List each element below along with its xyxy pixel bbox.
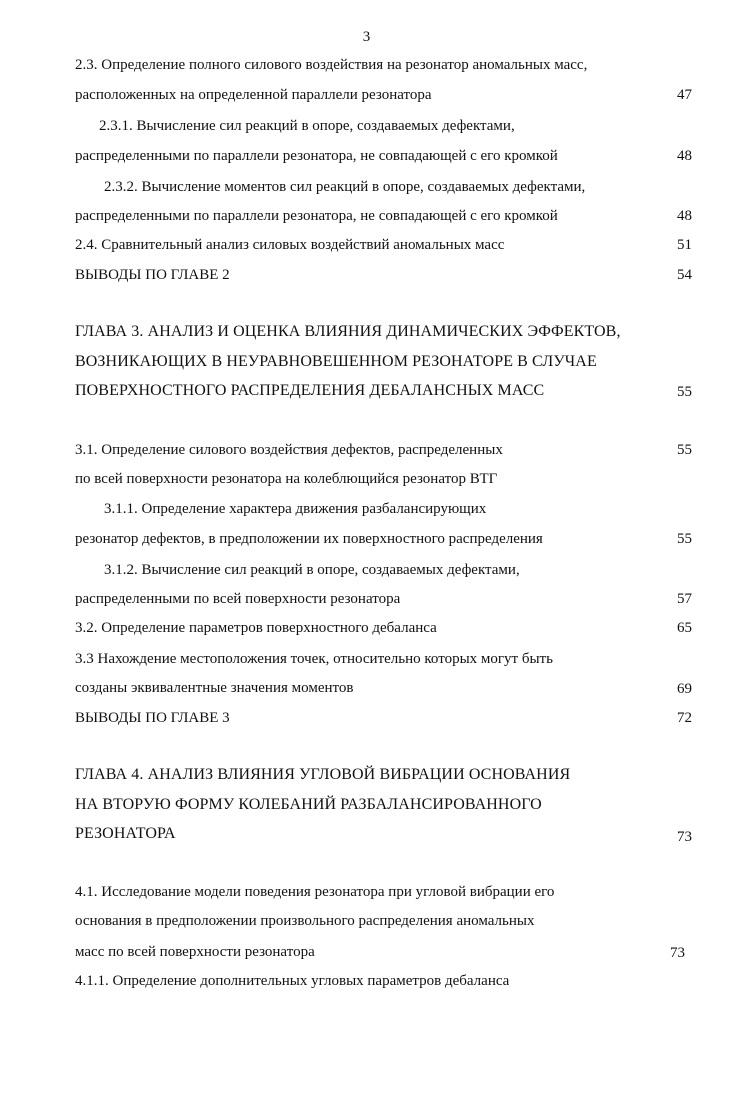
toc-chapter-3-line3: ПОВЕРХНОСТНОГО РАСПРЕДЕЛЕНИЯ ДЕБАЛАНСНЫХ МАСС <box>75 382 545 399</box>
toc-page-3-3: 69 <box>677 681 692 697</box>
toc-page-conclusions-2: 54 <box>677 267 692 283</box>
toc-entry-3-1-1-line2: резонатор дефектов, в предположении их поверхностного распределения <box>75 531 543 547</box>
toc-entry-3-1-line2: по всей поверхности резонатора на колеблющийся резонатор ВТГ <box>75 471 498 487</box>
page-number: 3 <box>362 29 371 45</box>
toc-entry-2-4: 2.4. Сравнительный анализ силовых воздействий аномальных масс <box>75 237 505 253</box>
toc-entry-2-3-line1: 2.3. Определение полного силового воздействия на резонатор аномальных масс, <box>75 57 588 73</box>
toc-entry-4-1-line2: основания в предположении произвольного распределения аномальных <box>75 913 535 929</box>
toc-chapter-4-line3: РЕЗОНАТОРА <box>75 825 176 842</box>
toc-entry-4-1-1: 4.1.1. Определение дополнительных угловых параметров дебаланса <box>75 973 510 989</box>
toc-entry-3-1-1-line1: 3.1.1. Определение характера движения разбалансирующих <box>104 501 487 517</box>
toc-page-2-3-1: 48 <box>677 148 692 164</box>
toc-chapter-3-line2: ВОЗНИКАЮЩИХ В НЕУРАВНОВЕШЕННОМ РЕЗОНАТОРЕ В СЛУЧАЕ <box>75 353 597 370</box>
toc-entry-3-3-line1: 3.3 Нахождение местоположения точек, относительно которых могут быть <box>75 651 553 667</box>
toc-entry-2-3-1-line2: распределенными по параллели резонатора, не совпадающей с его кромкой <box>75 148 558 164</box>
toc-page-3-1-2: 57 <box>677 591 692 607</box>
toc-page-3-2: 65 <box>677 620 692 636</box>
toc-page-2-4: 51 <box>677 237 692 253</box>
toc-page-2-3-2: 48 <box>677 208 692 224</box>
toc-chapter-4-line2: НА ВТОРУЮ ФОРМУ КОЛЕБАНИЙ РАЗБАЛАНСИРОВАННОГО <box>75 796 542 813</box>
toc-chapter-4-line1: ГЛАВА 4. АНАЛИЗ ВЛИЯНИЯ УГЛОВОЙ ВИБРАЦИИ ОСНОВАНИЯ <box>75 766 571 783</box>
toc-page-3-1-1: 55 <box>677 531 692 547</box>
toc-entry-2-3-1-line1: 2.3.1. Вычисление сил реакций в опоре, создаваемых дефектами, <box>99 118 515 134</box>
toc-entry-3-1-2-line1: 3.1.2. Вычисление сил реакций в опоре, создаваемых дефектами, <box>104 562 520 578</box>
toc-entry-2-3-2-line1: 2.3.2. Вычисление моментов сил реакций в опоре, создаваемых дефектами, <box>104 179 586 195</box>
toc-page-conclusions-3: 72 <box>677 710 692 726</box>
toc-entry-conclusions-3: ВЫВОДЫ ПО ГЛАВЕ 3 <box>75 710 230 726</box>
toc-entry-2-3-2-line2: распределенными по параллели резонатора, не совпадающей с его кромкой <box>75 208 558 224</box>
toc-entry-4-1-line1: 4.1. Исследование модели поведения резонатора при угловой вибрации его <box>75 884 555 900</box>
toc-entry-3-2: 3.2. Определение параметров поверхностного дебаланса <box>75 620 437 636</box>
toc-chapter-3-line1: ГЛАВА 3. АНАЛИЗ И ОЦЕНКА ВЛИЯНИЯ ДИНАМИЧЕСКИХ ЭФФЕКТОВ, <box>75 323 621 340</box>
toc-entry-3-1-2-line2: распределенными по всей поверхности резонатора <box>75 591 401 607</box>
toc-entry-2-3-line2: расположенных на определенной параллели резонатора <box>75 87 432 103</box>
toc-page-2-3: 47 <box>677 87 692 103</box>
toc-entry-3-3-line2: созданы эквивалентные значения моментов <box>75 680 354 696</box>
toc-page-3-1: 55 <box>677 442 692 458</box>
toc-entry-4-1-line3: масс по всей поверхности резонатора <box>75 944 315 960</box>
toc-entry-conclusions-2: ВЫВОДЫ ПО ГЛАВЕ 2 <box>75 267 230 283</box>
toc-entry-3-1-line1: 3.1. Определение силового воздействия дефектов, распределенных <box>75 442 503 458</box>
toc-page-chapter-3: 55 <box>677 384 692 400</box>
toc-page-4-1: 73 <box>670 945 685 961</box>
toc-page-chapter-4: 73 <box>677 829 692 845</box>
